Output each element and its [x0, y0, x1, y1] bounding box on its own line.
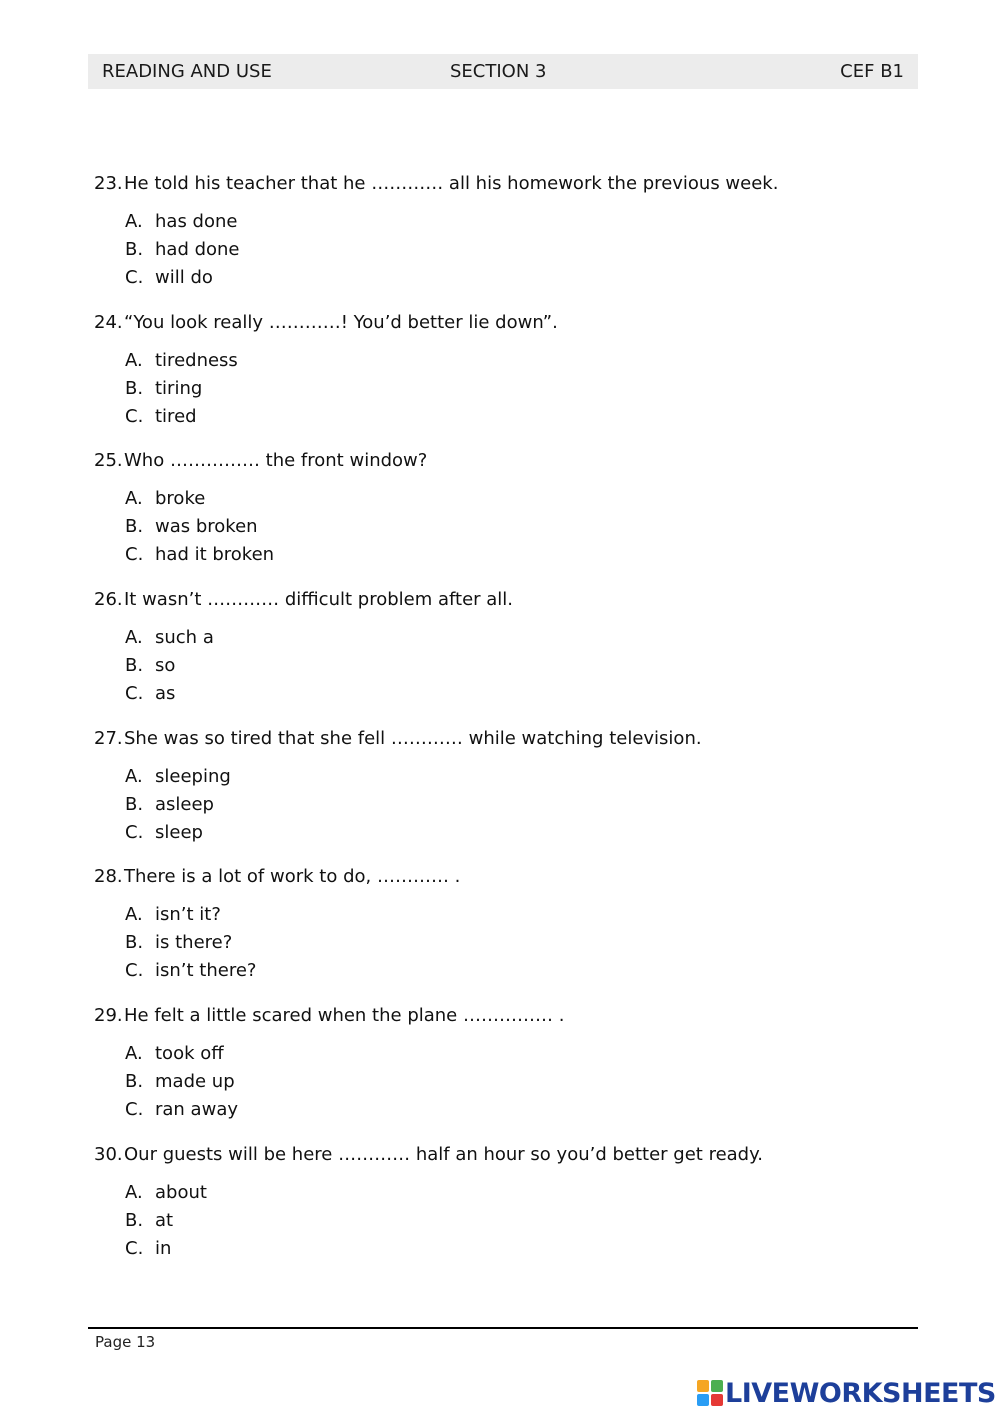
question-28	[94, 866, 924, 1005]
option-letter: C.	[125, 960, 144, 982]
question-27	[94, 728, 924, 867]
option-text: is there?	[155, 932, 233, 954]
question-list	[94, 173, 924, 1283]
page-header	[88, 54, 918, 89]
option-letter: A.	[125, 904, 143, 926]
question-text: He felt a little scared when the plane …………… .	[124, 1005, 565, 1027]
answer-option[interactable]	[125, 932, 256, 960]
option-text: sleep	[155, 821, 203, 843]
question-number: 23.	[94, 173, 123, 194]
option-text: in	[155, 1237, 172, 1259]
answer-option[interactable]	[125, 406, 238, 434]
question-text-line	[94, 589, 513, 610]
option-letter: C.	[125, 405, 144, 427]
option-letter: A.	[125, 488, 143, 510]
answer-option[interactable]	[125, 1043, 238, 1071]
header-section-text: SECTION 3	[450, 61, 547, 82]
header-level-text: CEF B1	[840, 61, 904, 82]
answer-option[interactable]	[125, 904, 256, 932]
option-letter: B.	[125, 793, 144, 815]
option-letter: C.	[125, 1099, 144, 1121]
option-text: tired	[155, 405, 197, 427]
question-number: 30.	[94, 1143, 123, 1165]
answer-option[interactable]	[125, 516, 274, 544]
option-text: ran away	[155, 1099, 238, 1121]
option-letter: B.	[125, 655, 144, 677]
question-number: 27.	[94, 727, 123, 749]
option-letter: C.	[125, 821, 144, 843]
logo-square	[697, 1380, 709, 1392]
page-number: Page 13	[95, 1333, 156, 1351]
option-letter: B.	[125, 516, 144, 538]
answer-option[interactable]	[125, 239, 240, 267]
question-text: It wasn’t ………… difficult problem after all.	[124, 589, 514, 611]
option-text: about	[155, 1181, 207, 1203]
question-text-line	[94, 866, 460, 887]
option-letter: A.	[125, 349, 143, 371]
option-text: tiredness	[155, 349, 238, 371]
option-letter: A.	[125, 765, 143, 787]
option-text: will do	[155, 267, 213, 288]
answer-option[interactable]	[125, 1210, 207, 1238]
question-25	[94, 450, 924, 589]
option-letter: A.	[125, 627, 143, 649]
question-text: There is a lot of work to do, ………… .	[124, 866, 461, 888]
option-text: asleep	[155, 793, 214, 815]
logo-square	[711, 1380, 723, 1392]
option-text: as	[155, 683, 176, 705]
option-letter: A.	[125, 1181, 143, 1203]
liveworksheets-logo[interactable]	[697, 1378, 996, 1408]
option-letter: A.	[125, 1043, 143, 1065]
option-text: such a	[155, 627, 214, 649]
question-text: Our guests will be here ………… half an hour so you’d better get ready.	[124, 1143, 763, 1165]
option-text: isn’t there?	[155, 960, 257, 982]
answer-option[interactable]	[125, 1182, 207, 1210]
question-24	[94, 312, 924, 451]
answer-option[interactable]	[125, 822, 231, 850]
question-number: 28.	[94, 866, 123, 888]
question-text: She was so tired that she fell ………… while watching television.	[124, 727, 702, 749]
answer-options	[125, 350, 238, 434]
answer-options	[125, 766, 231, 850]
option-text: made up	[155, 1071, 235, 1093]
header-left-text: READING AND USE	[102, 61, 272, 82]
answer-option[interactable]	[125, 211, 240, 239]
answer-option[interactable]	[125, 350, 238, 378]
option-text: isn’t it?	[155, 904, 221, 926]
answer-option[interactable]	[125, 378, 238, 406]
logo-square	[697, 1394, 709, 1406]
option-letter: B.	[125, 239, 144, 260]
answer-option[interactable]	[125, 1238, 207, 1266]
option-text: broke	[155, 488, 206, 510]
logo-square	[711, 1394, 723, 1406]
logo-text: LIVEWORKSHEETS	[725, 1377, 996, 1409]
option-text: was broken	[155, 516, 258, 538]
answer-option[interactable]	[125, 683, 214, 711]
question-text-line	[94, 450, 427, 471]
question-text-line	[94, 173, 778, 194]
question-29	[94, 1005, 924, 1144]
answer-option[interactable]	[125, 794, 231, 822]
option-text: took off	[155, 1043, 224, 1065]
question-number: 25.	[94, 450, 123, 472]
logo-icon	[697, 1380, 723, 1406]
option-letter: B.	[125, 377, 144, 399]
option-text: had done	[155, 239, 240, 260]
answer-options	[125, 1043, 238, 1127]
option-text: tiring	[155, 377, 203, 399]
answer-options	[125, 488, 274, 572]
answer-option[interactable]	[125, 1099, 238, 1127]
footer-divider	[88, 1327, 918, 1329]
answer-options	[125, 211, 240, 295]
answer-option[interactable]	[125, 544, 274, 572]
question-26	[94, 589, 924, 728]
answer-option[interactable]	[125, 766, 231, 794]
answer-options	[125, 627, 214, 711]
answer-option[interactable]	[125, 1071, 238, 1099]
answer-option[interactable]	[125, 267, 240, 295]
option-letter: B.	[125, 1209, 144, 1231]
question-number: 29.	[94, 1005, 123, 1027]
question-text-line	[94, 728, 702, 749]
question-30	[94, 1144, 924, 1283]
option-text: has done	[155, 211, 238, 232]
option-letter: C.	[125, 683, 144, 705]
question-text-line	[94, 312, 558, 333]
option-letter: A.	[125, 211, 143, 232]
option-text: so	[155, 655, 176, 677]
question-text: Who …………… the front window?	[124, 450, 428, 472]
answer-option[interactable]	[125, 627, 214, 655]
answer-option[interactable]	[125, 960, 256, 988]
option-letter: C.	[125, 267, 144, 288]
option-letter: B.	[125, 932, 144, 954]
question-23	[94, 173, 924, 312]
question-text-line	[94, 1005, 564, 1026]
question-text-line	[94, 1144, 763, 1165]
option-letter: C.	[125, 544, 144, 566]
option-letter: B.	[125, 1071, 144, 1093]
answer-options	[125, 1182, 207, 1266]
question-number: 24.	[94, 311, 123, 333]
question-text: “You look really …………! You’d better lie down”.	[124, 311, 558, 333]
answer-options	[125, 904, 256, 988]
option-letter: C.	[125, 1237, 144, 1259]
question-text: He told his teacher that he ………… all his homework the previous week.	[124, 173, 779, 194]
question-number: 26.	[94, 589, 123, 611]
answer-option[interactable]	[125, 488, 274, 516]
option-text: had it broken	[155, 544, 275, 566]
answer-option[interactable]	[125, 655, 214, 683]
option-text: sleeping	[155, 765, 231, 787]
option-text: at	[155, 1209, 174, 1231]
